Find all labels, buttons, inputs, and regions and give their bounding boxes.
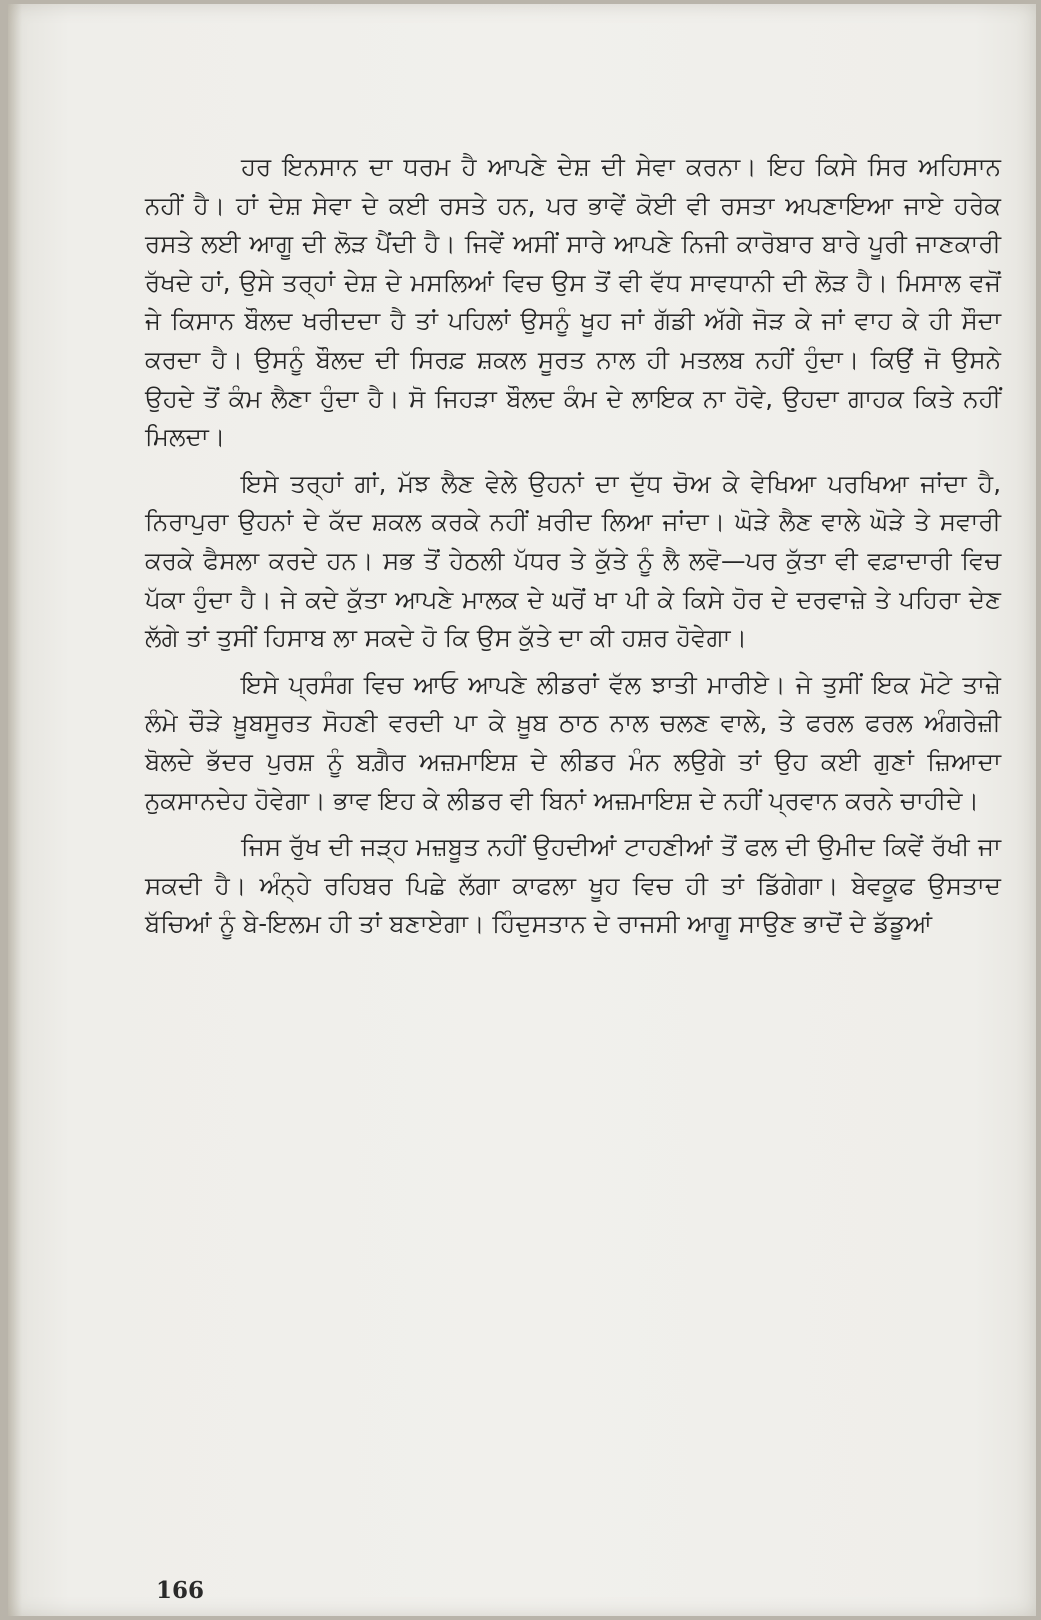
paragraph-3: ਇਸੇ ਪ੍ਰਸੰਗ ਵਿਚ ਆਓ ਆਪਣੇ ਲੀਡਰਾਂ ਵੱਲ ਝਾਤੀ ਮਾਰੀਏ। ਜੇ ਤੁਸੀਂ ਇਕ ਮੋਟੇ ਤਾਜ਼ੇ ਲੰਮੇ ਚੌੜੇ ਖ਼ੂਬਸੂਰਤ ਸੋਹਣੀ ਵਰਦੀ ਪਾ ਕੇ ਖ਼ੂਬ ਠਾਠ ਨਾਲ ਚਲਣ ਵਾਲੇ, ਤੇ ਫਰਲ ਫਰਲ ਅੰਗਰੇਜ਼ੀ ਬੋਲਦੇ ਭੱਦਰ ਪੁਰਸ਼ ਨੂੰ ਬਗ਼ੈਰ ਅਜ਼ਮਾਇਸ਼ ਦੇ ਲੀਡਰ ਮੰਨ ਲਉਗੇ ਤਾਂ ਉਹ ਕਈ ਗੁਣਾਂ ਜ਼ਿਆਦਾ ਨੁਕਸਾਨਦੇਹ ਹੋਵੇਗਾ। ਭਾਵ ਇਹ ਕੇ ਲੀਡਰ ਵੀ ਬਿਨਾਂ ਅਜ਼ਮਾਇਸ਼ ਦੇ ਨਹੀਂ ਪ੍ਰਵਾਨ ਕਰਨੇ ਚਾਹੀਦੇ।	[145, 669, 1001, 815]
book-page	[8, 4, 1036, 1616]
paragraph-1: ਹਰ ਇਨਸਾਨ ਦਾ ਧਰਮ ਹੈ ਆਪਣੇ ਦੇਸ਼ ਦੀ ਸੇਵਾ ਕਰਨਾ। ਇਹ ਕਿਸੇ ਸਿਰ ਅਹਿਸਾਨ ਨਹੀਂ ਹੈ। ਹਾਂ ਦੇਸ਼ ਸੇਵਾ ਦੇ ਕਈ ਰਸਤੇ ਹਨ, ਪਰ ਭਾਵੇਂ ਕੋਈ ਵੀ ਰਸਤਾ ਅਪਣਾਇਆ ਜਾਏ ਹਰੇਕ ਰਸਤੇ ਲਈ ਆਗੂ ਦੀ ਲੋੜ ਪੈਂਦੀ ਹੈ। ਜਿਵੇਂ ਅਸੀਂ ਸਾਰੇ ਆਪਣੇ ਨਿਜੀ ਕਾਰੋਬਾਰ ਬਾਰੇ ਪੂਰੀ ਜਾਣਕਾਰੀ ਰੱਖਦੇ ਹਾਂ, ਉਸੇ ਤਰ੍ਹਾਂ ਦੇਸ਼ ਦੇ ਮਸਲਿਆਂ ਵਿਚ ਉਸ ਤੋਂ ਵੀ ਵੱਧ ਸਾਵਧਾਨੀ ਦੀ ਲੋੜ ਹੈ। ਮਿਸਾਲ ਵਜੋਂ ਜੇ ਕਿਸਾਨ ਬੌਲਦ ਖਰੀਦਦਾ ਹੈ ਤਾਂ ਪਹਿਲਾਂ ਉਸਨੂੰ ਖੂਹ ਜਾਂ ਗੱਡੀ ਅੱਗੇ ਜੋੜ ਕੇ ਜਾਂ ਵਾਹ ਕੇ ਹੀ ਸੌਦਾ ਕਰਦਾ ਹੈ। ਉਸਨੂੰ ਬੌਲਦ ਦੀ ਸਿਰਫ਼ ਸ਼ਕਲ ਸੂਰਤ ਨਾਲ ਹੀ ਮਤਲਬ ਨਹੀਂ ਹੁੰਦਾ। ਕਿਉਂ ਜੋ ਉਸਨੇ ਉਹਦੇ ਤੋਂ ਕੰਮ ਲੈਣਾ ਹੁੰਦਾ ਹੈ। ਸੋ ਜਿਹੜਾ ਬੌਲਦ ਕੰਮ ਦੇ ਲਾਇਕ ਨਾ ਹੋਵੇ, ਉਹਦਾ ਗਾਹਕ ਕਿਤੇ ਨਹੀਂ ਮਿਲਦਾ।	[145, 152, 1001, 452]
body-text	[145, 148, 1001, 952]
paragraph-2: ਇਸੇ ਤਰ੍ਹਾਂ ਗਾਂ, ਮੱਝ ਲੈਣ ਵੇਲੇ ਉਹਨਾਂ ਦਾ ਦੁੱਧ ਚੋਅ ਕੇ ਵੇਖਿਆ ਪਰਖਿਆ ਜਾਂਦਾ ਹੈ, ਨਿਰਾਪੁਰਾ ਉਹਨਾਂ ਦੇ ਕੱਦ ਸ਼ਕਲ ਕਰਕੇ ਨਹੀਂ ਖ਼ਰੀਦ ਲਿਆ ਜਾਂਦਾ। ਘੋੜੇ ਲੈਣ ਵਾਲੇ ਘੋੜੇ ਤੇ ਸਵਾਰੀ ਕਰਕੇ ਫੈਸਲਾ ਕਰਦੇ ਹਨ। ਸਭ ਤੋਂ ਹੇਠਲੀ ਪੱਧਰ ਤੇ ਕੁੱਤੇ ਨੂੰ ਲੈ ਲਵੋ—ਪਰ ਕੁੱਤਾ ਵੀ ਵਫ਼ਾਦਾਰੀ ਵਿਚ ਪੱਕਾ ਹੁੰਦਾ ਹੈ। ਜੇ ਕਦੇ ਕੁੱਤਾ ਆਪਣੇ ਮਾਲਕ ਦੇ ਘਰੋਂ ਖਾ ਪੀ ਕੇ ਕਿਸੇ ਹੋਰ ਦੇ ਦਰਵਾਜ਼ੇ ਤੇ ਪਹਿਰਾ ਦੇਣ ਲੱਗੇ ਤਾਂ ਤੁਸੀਂ ਹਿਸਾਬ ਲਾ ਸਕਦੇ ਹੋ ਕਿ ਉਸ ਕੁੱਤੇ ਦਾ ਕੀ ਹਸ਼ਰ ਹੋਵੇਗਾ।	[145, 468, 1001, 653]
paragraph-4: ਜਿਸ ਰੁੱਖ ਦੀ ਜੜ੍ਹ ਮਜ਼ਬੂਤ ਨਹੀਂ ਉਹਦੀਆਂ ਟਾਹਣੀਆਂ ਤੋਂ ਫਲ ਦੀ ਉਮੀਦ ਕਿਵੇਂ ਰੱਖੀ ਜਾ ਸਕਦੀ ਹੈ। ਅੰਨ੍ਹੇ ਰਹਿਬਰ ਪਿਛੇ ਲੱਗਾ ਕਾਫਲਾ ਖੂਹ ਵਿਚ ਹੀ ਤਾਂ ਡਿੱਗੇਗਾ। ਬੇਵਕੂਫ ਉਸਤਾਦ ਬੱਚਿਆਂ ਨੂੰ ਬੇ-ਇਲਮ ਹੀ ਤਾਂ ਬਣਾਏਗਾ। ਹਿੰਦੁਸਤਾਨ ਦੇ ਰਾਜਸੀ ਆਗੂ ਸਾਉਣ ਭਾਦੋਂ ਦੇ ਡੱਡੂਆਂ	[145, 832, 1001, 939]
page-gutter-shadow	[8, 4, 22, 1616]
page-number: 166	[156, 1577, 205, 1604]
